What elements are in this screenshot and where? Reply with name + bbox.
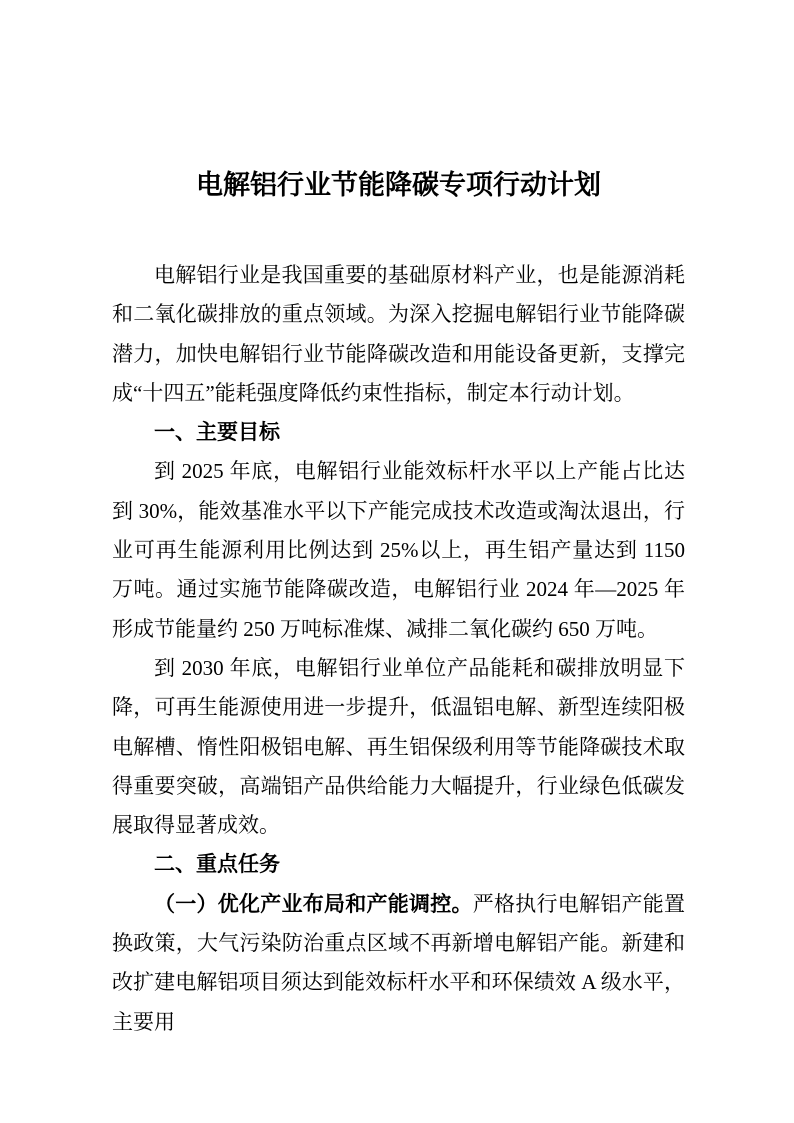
- document-body: [112, 203, 685, 1042]
- paragraph-goal-2030: 到 2030 年底，电解铝行业单位产品能耗和碳排放明显下降，可再生能源使用进一步提升，低温铝电解、新型连续阳极电解槽、惰性阳极铝电解、再生铝保级利用等节能降碳技术取得重要突破，高端铝产品供给能力大幅提升，行业绿色低碳发展取得显著成效。: [112, 655, 685, 838]
- task-1-lead: （一）优化产业布局和产能调控。: [154, 891, 473, 916]
- document-title: 电解铝行业节能降碳专项行动计划: [196, 170, 601, 200]
- section-heading-main-goals: 一、主要目标: [154, 421, 280, 445]
- paragraph-intro: 电解铝行业是我国重要的基础原材料产业，也是能源消耗和二氧化碳排放的重点领域。为深入挖掘电解铝行业节能降碳潜力，加快电解铝行业节能降碳改造和用能设备更新，支撑完成“十四五”能耗强度降低约束性指标，制定本行动计划。: [112, 263, 685, 405]
- section-heading-key-tasks: 二、重点任务: [154, 853, 280, 877]
- paragraph-goal-2025: 到 2025 年底，电解铝行业能效标杆水平以上产能占比达到 30%，能效基准水平以下产能完成技术改造或淘汰退出，行业可再生能源利用比例达到 25%以上，再生铝产量达到 1150 万吨。通过实施节能降碳改造，电解铝行业 2024 年—2025 年形成节能量约 250 万吨标准煤、减排二氧化碳约 650 万吨。: [112, 459, 685, 641]
- task-1-text: 严格执行电解铝产能置换政策，大气污染防治重点区域不再新增电解铝产能。新建和改扩建电解铝项目须达到能效标杆水平和环保绩效 A 级水平，主要用: [112, 891, 685, 1034]
- paragraph-task-1: [112, 885, 685, 1042]
